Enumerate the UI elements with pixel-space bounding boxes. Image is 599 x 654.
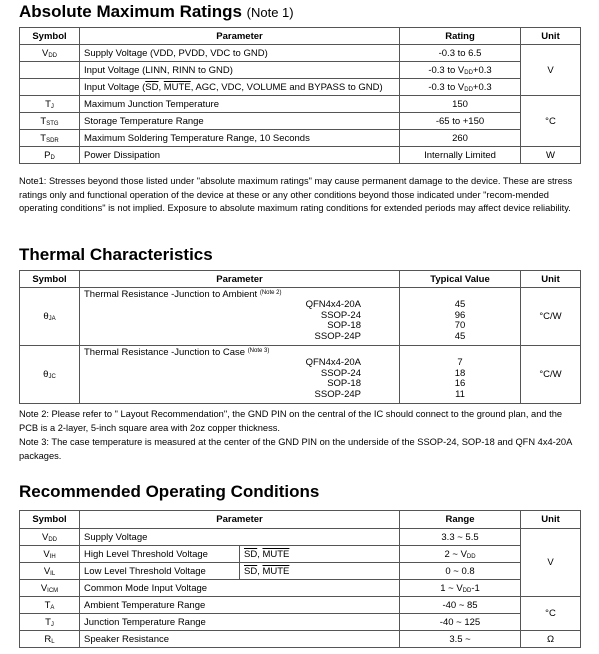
symbol-cell bbox=[20, 62, 80, 79]
unit-cell: V bbox=[521, 529, 581, 597]
table-header-row bbox=[20, 271, 581, 288]
parameter-cell: Input Voltage (LINN, RINN to GND) bbox=[80, 62, 400, 79]
rating-cell: 260 bbox=[400, 130, 521, 147]
table-row bbox=[20, 62, 581, 79]
symbol-cell bbox=[20, 79, 80, 96]
table-row bbox=[20, 597, 581, 614]
symbol-cell: $V_{IL}$ bbox=[20, 563, 80, 580]
parameter-cell: Maximum Junction Temperature bbox=[80, 96, 400, 113]
unit-cell: W bbox=[521, 147, 581, 164]
parameter-cell: Junction Temperature Range bbox=[80, 614, 400, 631]
pin-cell: $\overline{SD}$, MUTE bbox=[240, 563, 400, 580]
parameter-cell: Thermal Resistance -Junction to Case $^{(Note 3)}$ QFN4x4-20A SSOP-24 SOP-18 SSOP-24P bbox=[80, 346, 400, 404]
parameter-cell: Speaker Resistance bbox=[80, 631, 400, 648]
unit-cell: °C/W bbox=[521, 346, 581, 404]
pin-cell: $\overline{SD}$, MUTE bbox=[240, 546, 400, 563]
range-cell: -40 ~ 85 bbox=[400, 597, 521, 614]
unit-cell: V bbox=[521, 45, 581, 96]
parameter-cell: Input Voltage ($\overline{SD}$, MUTE, AGC, VDC, VOLUME and BYPASS to GND) bbox=[80, 79, 400, 96]
rating-cell: 150 bbox=[400, 96, 521, 113]
symbol-cell: $P_D$ bbox=[20, 147, 80, 164]
value-cell: 7 18 16 11 bbox=[400, 346, 521, 404]
range-cell: 2 ~ $V_{DD}$ bbox=[400, 546, 521, 563]
unit-cell: °C/W bbox=[521, 288, 581, 346]
parameter-cell: Maximum Soldering Temperature Range, 10 Seconds bbox=[80, 130, 400, 147]
symbol-cell: $T_{STG}$ bbox=[20, 113, 80, 130]
parameter-cell: Supply Voltage (VDD, PVDD, VDC to GND) bbox=[80, 45, 400, 62]
header-parameter: Parameter bbox=[80, 271, 400, 288]
header-parameter: Parameter bbox=[80, 511, 400, 529]
value-cell: 45 96 70 45 bbox=[400, 288, 521, 346]
rating-cell: Internally Limited bbox=[400, 147, 521, 164]
symbol-cell: $T_J$ bbox=[20, 96, 80, 113]
table-row bbox=[20, 96, 581, 113]
symbol-cell: $V_{DD}$ bbox=[20, 529, 80, 546]
symbol-cell: $V_{DD}$ bbox=[20, 45, 80, 62]
symbol-cell: $V_{IH}$ bbox=[20, 546, 80, 563]
header-parameter: Parameter bbox=[80, 28, 400, 45]
parameter-cell: Ambient Temperature Range bbox=[80, 597, 400, 614]
symbol-cell: $T_{SDR}$ bbox=[20, 130, 80, 147]
rec-op-table bbox=[19, 510, 581, 648]
symbol-cell: $\theta_{JC}$ bbox=[20, 346, 80, 404]
range-cell: 3.5 ~ bbox=[400, 631, 521, 648]
rating-cell: -0.3 to $V_{DD}+0.3$ bbox=[400, 79, 521, 96]
range-cell: 1 ~ $V_{DD}-1$ bbox=[400, 580, 521, 597]
table-row bbox=[20, 79, 581, 96]
header-unit: Unit bbox=[521, 511, 581, 529]
parameter-cell: High Level Threshold Voltage bbox=[80, 546, 240, 563]
header-unit: Unit bbox=[521, 271, 581, 288]
rating-cell: -0.3 to $V_{DD}+0.3$ bbox=[400, 62, 521, 79]
parameter-cell: Thermal Resistance -Junction to Ambient $^{(Note 2)}$ QFN4x4-20A SSOP-24 SOP-18 SSOP-24P bbox=[80, 288, 400, 346]
unit-cell: °C bbox=[521, 96, 581, 147]
table-row bbox=[20, 346, 581, 404]
table-row bbox=[20, 631, 581, 648]
symbol-cell: $T_J$ bbox=[20, 614, 80, 631]
table-row bbox=[20, 113, 581, 130]
table-row bbox=[20, 546, 581, 563]
note-2: Note 2: Please refer to " Layout Recommendation", the GND PIN on the central of the IC should connect to the ground plan, and the PCB is a 2-layer, 5-inch square area with 2oz copper thickness. bbox=[19, 409, 563, 433]
symbol-cell: $V_{ICM}$ bbox=[20, 580, 80, 597]
symbol-cell: $T_A$ bbox=[20, 597, 80, 614]
parameter-cell: Power Dissipation bbox=[80, 147, 400, 164]
header-symbol: Symbol bbox=[20, 271, 80, 288]
thermal-title: Thermal Characteristics bbox=[19, 245, 213, 264]
table-row bbox=[20, 288, 581, 346]
symbol-cell: $R_L$ bbox=[20, 631, 80, 648]
header-typical-value: Typical Value bbox=[400, 271, 521, 288]
parameter-cell: Low Level Threshold Voltage bbox=[80, 563, 240, 580]
header-rating: Rating bbox=[400, 28, 521, 45]
rating-cell: -0.3 to 6.5 bbox=[400, 45, 521, 62]
table-row bbox=[20, 614, 581, 631]
table-header-row bbox=[20, 28, 581, 45]
range-cell: -40 ~ 125 bbox=[400, 614, 521, 631]
table-row bbox=[20, 529, 581, 546]
unit-cell: °C bbox=[521, 597, 581, 631]
parameter-cell: Supply Voltage bbox=[80, 529, 400, 546]
range-cell: 3.3 ~ 5.5 bbox=[400, 529, 521, 546]
symbol-cell: $\theta_{JA}$ bbox=[20, 288, 80, 346]
header-range: Range bbox=[400, 511, 521, 529]
package-list: QFN4x4-20A SSOP-24 SOP-18 SSOP-24P bbox=[305, 357, 361, 400]
range-cell: 0 ~ 0.8 bbox=[400, 563, 521, 580]
note-1: Note1: Stresses beyond those listed under "absolute maximum ratings" may cause permanent damage to the device. These are stress ratings only and functional operation of the device at these or any other conditions beyond those indicated under "recom-mended operating conditions" is not implied. Exposure to absolute maximum rating conditions for extended periods may affect device reliability. bbox=[19, 176, 573, 214]
table-row bbox=[20, 563, 581, 580]
parameter-cell: Common Mode Input Voltage bbox=[80, 580, 400, 597]
thermal-table bbox=[19, 270, 581, 404]
rating-cell: -65 to +150 bbox=[400, 113, 521, 130]
header-symbol: Symbol bbox=[20, 28, 80, 45]
abs-max-table bbox=[19, 27, 581, 164]
table-header-row bbox=[20, 511, 581, 529]
package-list: QFN4x4-20A SSOP-24 SOP-18 SSOP-24P bbox=[305, 299, 361, 342]
table-row bbox=[20, 580, 581, 597]
table-row bbox=[20, 45, 581, 62]
unit-cell: Ω bbox=[521, 631, 581, 648]
table-row bbox=[20, 130, 581, 147]
table-row bbox=[20, 147, 581, 164]
header-symbol: Symbol bbox=[20, 511, 80, 529]
note-3: Note 3: The case temperature is measured at the center of the GND PIN on the underside of the SSOP-24, SOP-18 and QFN 4x4-20A packages. bbox=[19, 437, 572, 461]
rec-op-title: Recommended Operating Conditions bbox=[19, 482, 320, 501]
header-unit: Unit bbox=[521, 28, 581, 45]
parameter-cell: Storage Temperature Range bbox=[80, 113, 400, 130]
abs-max-title: Absolute Maximum Ratings (Note 1) bbox=[19, 2, 294, 21]
